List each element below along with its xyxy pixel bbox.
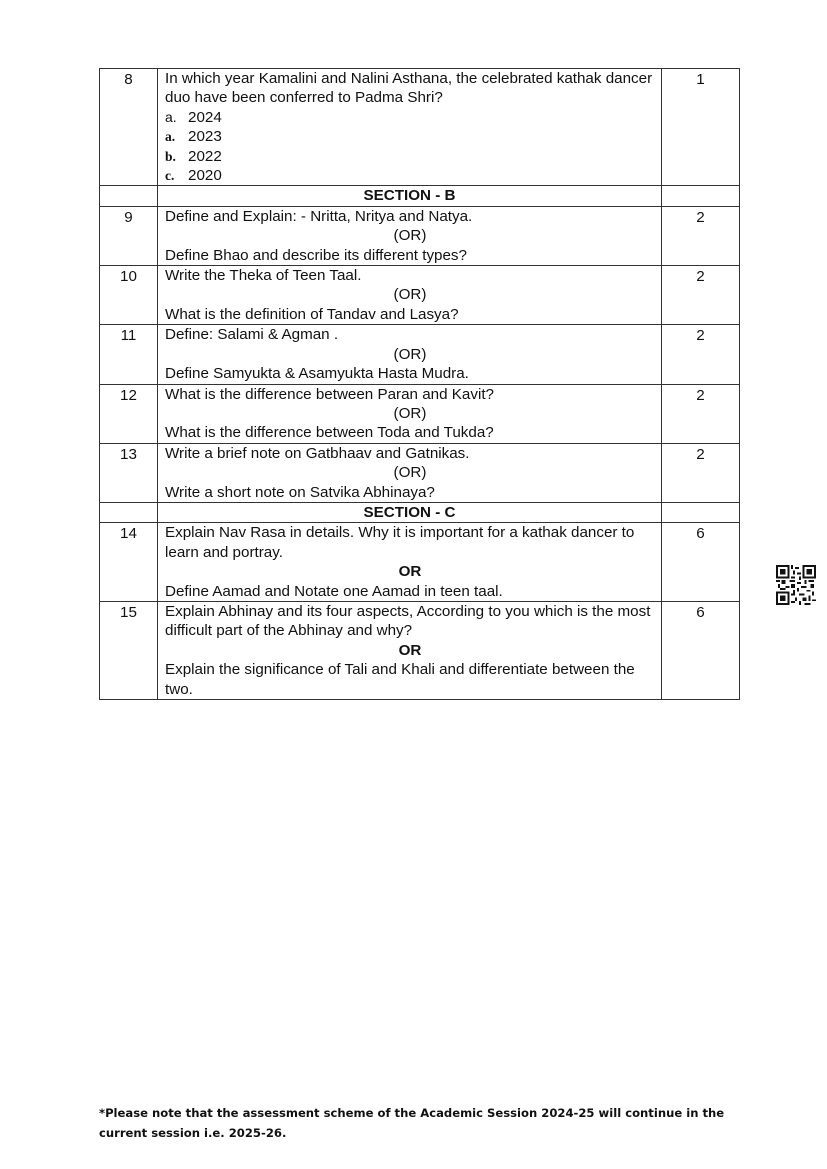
question-cell [158, 384, 662, 443]
or-separator: OR [398, 563, 422, 581]
table-row-q12 [100, 384, 740, 443]
question-marks: 2 [662, 206, 740, 265]
section-b-header-row [100, 186, 740, 206]
question-cell [158, 601, 662, 699]
option-value: 2023 [188, 128, 222, 146]
or-separator: (OR) [393, 404, 427, 422]
alternate-question: Define Samyukta & Asamyukta Hasta Mudra. [165, 365, 469, 383]
option-label: c. [165, 168, 175, 184]
alternate-question: What is the difference between Toda and Tukda? [165, 424, 494, 442]
question-number: 10 [100, 266, 158, 325]
question-marks: 6 [662, 601, 740, 699]
alternate-question: What is the definition of Tandav and Lasya? [165, 305, 459, 323]
question-number: 15 [100, 601, 158, 699]
question-cell [158, 206, 662, 265]
or-separator: (OR) [393, 286, 427, 304]
question-text: Write the Theka of Teen Taal. [165, 267, 362, 285]
table-row-q14 [100, 523, 740, 602]
option-label: b. [165, 148, 176, 164]
or-separator: (OR) [393, 227, 427, 245]
section-c-header-row [100, 502, 740, 522]
alternate-question: Define Bhao and describe its different types? [165, 246, 467, 264]
question-marks: 1 [662, 69, 740, 186]
table-row-q11 [100, 325, 740, 384]
question-text: Explain Nav Rasa in details. Why it is important for a kathak dancer to learn and portray. [165, 524, 635, 561]
or-separator: (OR) [393, 464, 427, 482]
option-value: 2022 [188, 147, 222, 165]
question-text: In which year Kamalini and Nalini Asthana, the celebrated kathak dancer duo have been conferred to Padma Shri? [165, 70, 653, 107]
question-marks: 2 [662, 384, 740, 443]
question-marks: 2 [662, 266, 740, 325]
or-separator: (OR) [393, 345, 427, 363]
question-number: 9 [100, 206, 158, 265]
option-4 [165, 166, 655, 185]
option-label: a. [165, 129, 176, 145]
question-text: Define and Explain: - Nritta, Nritya and Natya. [165, 207, 473, 225]
question-text: Explain Abhinay and its four aspects, According to you which is the most difficult part of the Abhinay and why? [165, 602, 651, 640]
alternate-question: Write a short note on Satvika Abhinaya? [165, 483, 435, 501]
table-row-q15 [100, 601, 740, 699]
question-cell [158, 523, 662, 602]
assessment-footnote: *Please note that the assessment scheme of the Academic Session 2024-25 will continue in the current session i.e. 2025-26. [99, 1106, 725, 1140]
question-marks: 2 [662, 325, 740, 384]
table-row-q13 [100, 443, 740, 502]
alternate-question: Define Aamad and Notate one Aamad in teen taal. [165, 582, 503, 600]
question-number: 8 [100, 69, 158, 186]
table-row-q10 [100, 266, 740, 325]
question-cell [158, 266, 662, 325]
question-number: 12 [100, 384, 158, 443]
qr-code-icon [776, 565, 816, 605]
question-number: 11 [100, 325, 158, 384]
section-title: SECTION - B [158, 186, 662, 206]
question-text: What is the difference between Paran and Kavit? [165, 385, 494, 403]
question-cell [158, 325, 662, 384]
question-table [99, 68, 740, 700]
option-3 [165, 147, 655, 166]
question-cell [158, 69, 662, 186]
alternate-question: Explain the significance of Tali and Khali and differentiate between the two. [165, 661, 635, 698]
question-number: 14 [100, 523, 158, 602]
question-number: 13 [100, 443, 158, 502]
table-row-q9 [100, 206, 740, 265]
question-cell [158, 443, 662, 502]
question-text: Define: Salami & Agman . [165, 326, 339, 344]
section-title: SECTION - C [158, 502, 662, 522]
question-marks: 6 [662, 523, 740, 602]
question-text: Write a brief note on Gatbhaav and Gatnikas. [165, 444, 470, 462]
option-value: 2020 [188, 167, 222, 185]
option-value: 2024 [188, 108, 222, 126]
table-row-q8 [100, 69, 740, 186]
option-2 [165, 127, 655, 146]
option-1 [165, 108, 655, 127]
option-label: a. [165, 108, 177, 125]
question-marks: 2 [662, 443, 740, 502]
or-separator: OR [398, 641, 422, 659]
